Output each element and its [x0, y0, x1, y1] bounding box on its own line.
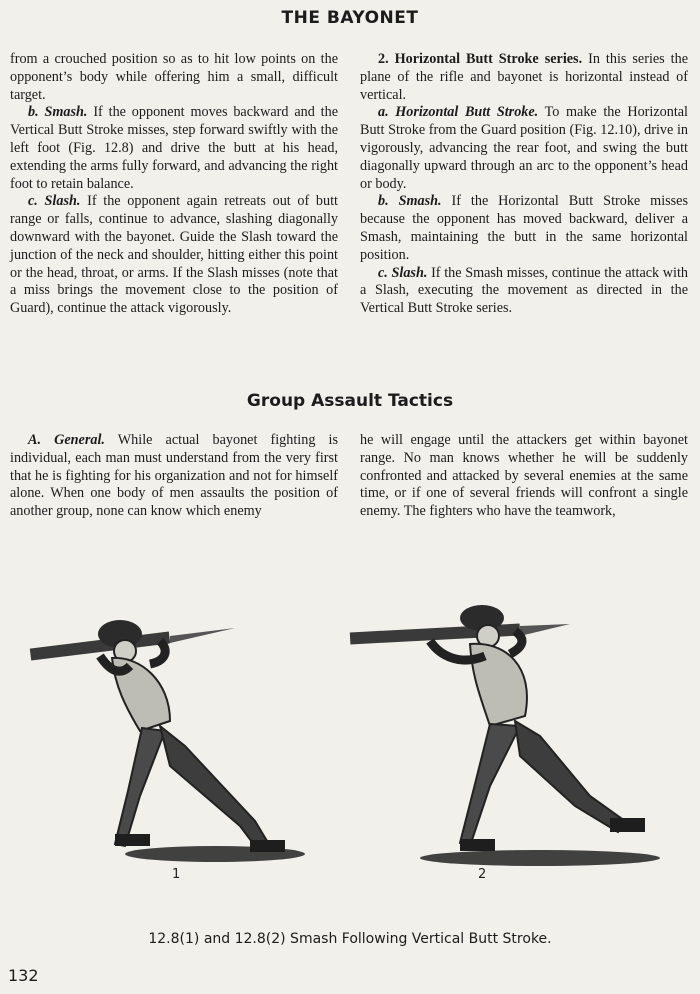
paragraph: 2. Horizontal Butt Stroke series. In this series the plane of the rifle and bayonet is horizontal instead of vertical.	[360, 51, 689, 103]
figure-label-2: 2	[478, 867, 487, 882]
paragraph: from a crouched position so as to hit low points on the opponent’s body while offering him a small, difficult target.	[10, 51, 338, 103]
top-columns	[10, 51, 688, 318]
run-in-heading: c. Slash.	[378, 264, 428, 281]
section-heading: Group Assault Tactics	[246, 391, 454, 411]
paragraph: b. Smash. If the Horizontal Butt Stroke misses because the opponent has moved backward, deliver a Smash, maintaining the butt in the same horizontal position.	[360, 193, 688, 263]
paragraph: A. General. While actual bayonet fighting is individual, each man must understand from the very first that he is fighting for his organization and not for himself alone. When one body of men assaults the position of another group, none can know which enemy	[10, 432, 338, 520]
paragraph: c. Slash. If the Smash misses, continue the attack with a Slash, executing the movement as directed in the Vertical Butt Stroke series.	[360, 264, 689, 317]
run-in-heading: b. Smash.	[378, 193, 442, 210]
paragraph: b. Smash. If the opponent moves backward and the Vertical Butt Stroke misses, step forward swiftly with the left foot (Fig. 12.8) and drive the butt at his head, extending the arms fully forward, and advancing the right foot to retain balance.	[10, 104, 338, 192]
run-in-heading: a. Horizontal Butt Stroke.	[378, 104, 539, 121]
run-in-heading: A. General.	[28, 432, 105, 448]
column-left	[10, 432, 338, 521]
paragraph: he will engage until the attackers get within bayonet range. No man knows whether he will be suddenly confronted and attacked by several enemies at the same time, or if one of several friends will confront a single enemy. The fighters who have the teamwork,	[360, 432, 688, 520]
paragraph: c. Slash. If the opponent again retreats out of butt range or falls, continue to advance, slashing diagonally downward with the bayonet. Guide the Slash toward the junction of the neck and shoulder, hitting either this point or the head, throat, or arms. If the Slash misses (note that a miss brings the movement close to the position of Guard), continue the attack vigorously.	[10, 193, 338, 317]
bottom-columns	[10, 432, 688, 521]
running-head: THE BAYONET	[281, 8, 419, 28]
soldier-figure-2	[350, 605, 660, 866]
figure-illustration	[20, 596, 680, 896]
figure-caption: 12.8(1) and 12.8(2) Smash Following Vertical Butt Stroke.	[148, 931, 552, 947]
run-in-heading: c. Slash.	[28, 193, 81, 210]
run-in-heading: b. Smash.	[28, 104, 88, 121]
figure-label-1: 1	[172, 867, 181, 882]
paragraph: a. Horizontal Butt Stroke. To make the Horizontal Butt Stroke from the Guard position (Fig. 12.10), drive in vigorously, advancing the rear foot, and swing the butt diagonally upward through an arc to the opponent’s head or body.	[360, 104, 688, 192]
column-left	[10, 51, 338, 318]
run-in-heading: 2. Horizontal Butt Stroke series.	[378, 51, 583, 67]
soldier-figure-1	[30, 620, 305, 862]
column-right	[360, 432, 688, 521]
column-right	[360, 51, 688, 318]
page-number: 132	[8, 966, 39, 985]
